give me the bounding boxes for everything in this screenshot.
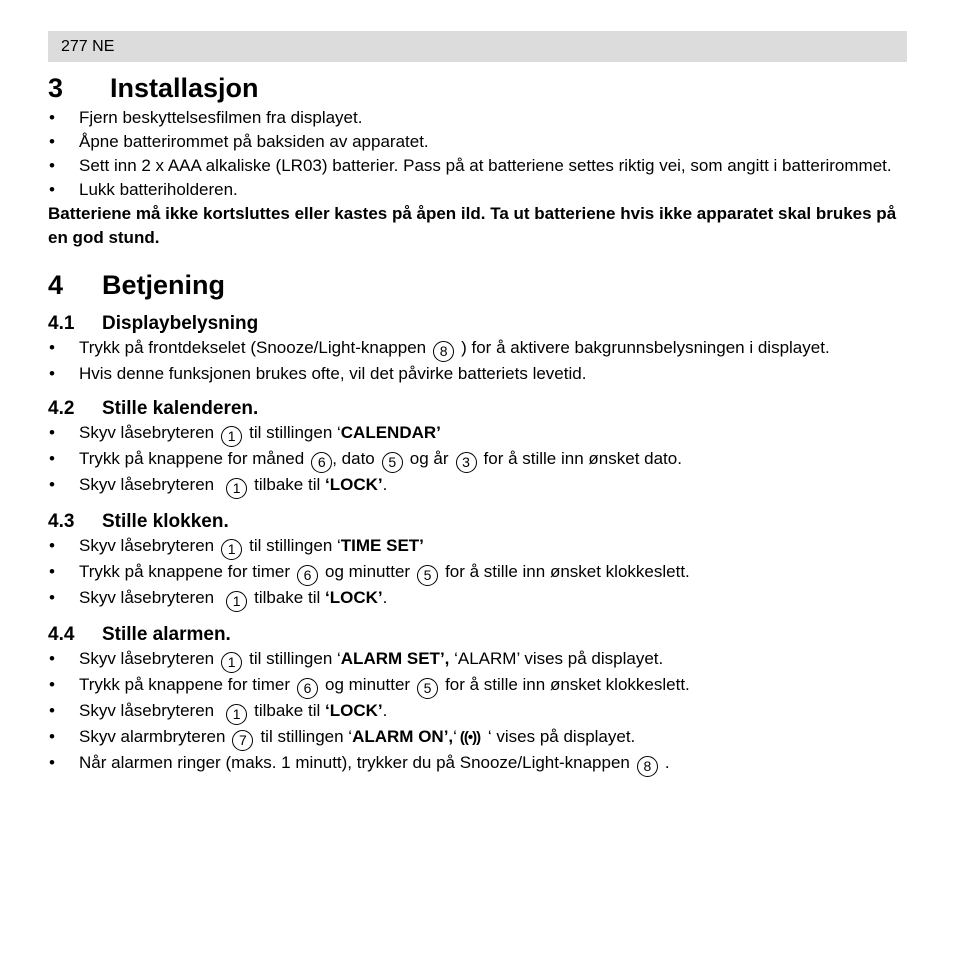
text: tilbake til xyxy=(254,475,321,494)
button-1-ref-icon: 1 xyxy=(226,478,247,499)
bold-text: CALENDAR’ xyxy=(340,423,441,442)
text: . xyxy=(382,588,388,607)
section-4-heading xyxy=(48,267,918,303)
button-3-ref-icon: 3 xyxy=(456,452,477,473)
text: , dato xyxy=(332,449,375,468)
bold-text: ‘LOCK’ xyxy=(325,701,383,720)
button-5-ref-icon: 5 xyxy=(382,452,403,473)
bold-text: ALARM ON’, xyxy=(352,727,454,746)
text: . xyxy=(664,753,670,772)
button-6-ref-icon: 6 xyxy=(297,678,318,699)
button-1-ref-icon: 1 xyxy=(226,704,247,725)
subsection-number: 4.4 xyxy=(48,624,75,645)
subsection-4-4-heading xyxy=(48,623,918,647)
button-5-ref-icon: 5 xyxy=(417,565,438,586)
subsection-4-1-heading xyxy=(48,312,918,336)
list-item xyxy=(48,336,918,362)
list-item xyxy=(48,560,918,586)
subsection-title: Stille alarmen. xyxy=(102,624,231,645)
bold-text: ‘LOCK’ xyxy=(325,475,383,494)
text: Trykk på frontdekselet (Snooze/Light-knappen xyxy=(79,338,427,357)
text: Når alarmen ringer (maks. 1 minutt), trykker du på Snooze/Light-knappen xyxy=(79,753,630,772)
button-1-ref-icon: 1 xyxy=(221,539,242,560)
list-item xyxy=(48,673,918,699)
text: og år xyxy=(409,449,449,468)
page-label: 277 NE xyxy=(61,38,115,55)
list-item xyxy=(48,421,918,447)
text: Skyv låsebryteren xyxy=(79,536,215,555)
section-3-heading xyxy=(48,70,918,106)
text: . xyxy=(382,475,388,494)
list-item xyxy=(48,699,918,725)
text: Skyv låsebryteren xyxy=(79,701,215,720)
list-item: • Hvis denne funksjonen brukes ofte, vil det påvirke batteriets levetid. xyxy=(48,362,918,386)
list-item: • Fjern beskyttelsesfilmen fra displayet. xyxy=(48,106,918,130)
text: og minutter xyxy=(325,562,411,581)
battery-warning: Batteriene må ikke kortsluttes eller kastes på åpen ild. Ta ut batteriene hvis ikke apparatet skal brukes på en god stund. xyxy=(48,204,897,247)
calendar-steps xyxy=(48,421,918,499)
section-title: Installasjon xyxy=(110,73,259,103)
section-title: Betjening xyxy=(102,270,226,300)
list-item xyxy=(48,725,918,751)
text: . xyxy=(382,701,388,720)
list-item xyxy=(48,473,918,499)
section-number: 4 xyxy=(48,270,64,300)
list-item: • Åpne batterirommet på baksiden av apparatet. xyxy=(48,130,918,154)
text: tilbake til xyxy=(254,588,321,607)
subsection-number: 4.2 xyxy=(48,398,75,419)
subsection-number: 4.3 xyxy=(48,511,75,532)
button-8-ref-icon: 8 xyxy=(433,341,454,362)
text: ‘ALARM’ vises på displayet. xyxy=(449,649,664,668)
text: Skyv låsebryteren xyxy=(79,423,215,442)
text: Skyv låsebryteren xyxy=(79,588,215,607)
button-1-ref-icon: 1 xyxy=(221,652,242,673)
text: ) for å aktivere bakgrunnsbelysningen i displayet. xyxy=(461,338,830,357)
text: for å stille inn ønsket klokkeslett. xyxy=(445,562,690,581)
list-item xyxy=(48,647,918,673)
subsection-title: Displaybelysning xyxy=(102,313,259,334)
text: ‘ vises på displayet. xyxy=(483,727,636,746)
text: Skyv alarmbryteren xyxy=(79,727,226,746)
button-8-ref-icon: 8 xyxy=(637,756,658,777)
button-1-ref-icon: 1 xyxy=(221,426,242,447)
text: Skyv låsebryteren xyxy=(79,475,215,494)
installation-steps xyxy=(48,106,918,202)
list-item: • Lukk batteriholderen. xyxy=(48,178,918,202)
subsection-4-3-heading xyxy=(48,510,918,534)
section-number: 3 xyxy=(48,73,64,103)
document-body xyxy=(48,70,918,777)
text: Trykk på knappene for timer xyxy=(79,675,291,694)
text: til stillingen ‘ xyxy=(249,649,341,668)
subsection-title: Stille kalenderen. xyxy=(102,398,259,419)
display-light-steps xyxy=(48,336,918,386)
text: og minutter xyxy=(325,675,411,694)
alarm-steps xyxy=(48,647,918,777)
text: ‘ xyxy=(453,727,457,746)
bold-text: TIME SET’ xyxy=(340,536,424,555)
text: for å stille inn ønsket klokkeslett. xyxy=(445,675,690,694)
subsection-4-2-heading xyxy=(48,397,918,421)
text: Trykk på knappene for måned xyxy=(79,449,305,468)
text: Skyv låsebryteren xyxy=(79,649,215,668)
text: Trykk på knappene for timer xyxy=(79,562,291,581)
list-item: • Sett inn 2 x AAA alkaliske (LR03) batterier. Pass på at batteriene settes riktig vei, som angitt i batterirommet. xyxy=(48,154,918,178)
button-6-ref-icon: 6 xyxy=(311,452,332,473)
button-6-ref-icon: 6 xyxy=(297,565,318,586)
bold-text: ALARM SET’, xyxy=(340,649,450,668)
list-item xyxy=(48,447,918,473)
list-item xyxy=(48,534,918,560)
button-7-ref-icon: 7 xyxy=(232,730,253,751)
text: tilbake til xyxy=(254,701,321,720)
subsection-number: 4.1 xyxy=(48,313,75,334)
text: til stillingen ‘ xyxy=(249,536,341,555)
list-item xyxy=(48,586,918,612)
page-header-bar xyxy=(48,31,907,62)
text: til stillingen ‘ xyxy=(260,727,353,746)
button-5-ref-icon: 5 xyxy=(417,678,438,699)
text: til stillingen ‘ xyxy=(249,423,341,442)
button-1-ref-icon: 1 xyxy=(226,591,247,612)
clock-steps xyxy=(48,534,918,612)
list-item xyxy=(48,751,918,777)
subsection-title: Stille klokken. xyxy=(102,511,229,532)
alarm-bell-icon: ((•)) xyxy=(459,729,481,746)
text: for å stille inn ønsket dato. xyxy=(483,449,682,468)
bold-text: ‘LOCK’ xyxy=(325,588,383,607)
